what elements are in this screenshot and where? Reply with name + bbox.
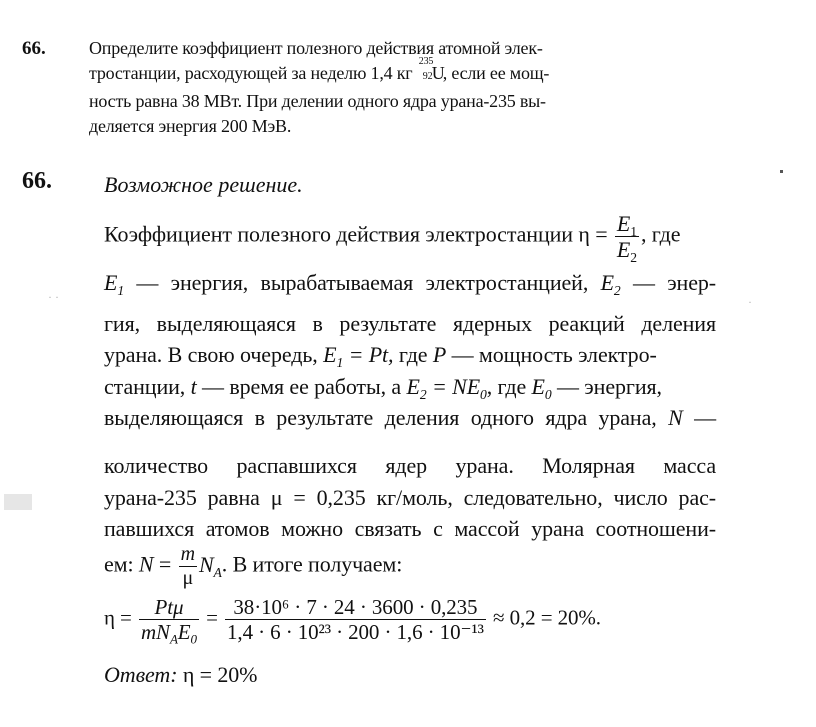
numeric-numerator: 38·10⁶ · 7 · 24 · 3600 · 0,235 xyxy=(225,596,486,620)
numeric-denominator: 1,4 · 6 · 10²³ · 200 · 1,6 · 10⁻¹³ xyxy=(227,620,484,645)
var-N-b: N xyxy=(138,551,154,577)
task-line-2-tail: , если ее мощ- xyxy=(442,63,550,83)
var-E1: $E_1$ xyxy=(104,270,125,298)
scan-dots-left: · · xyxy=(48,290,59,304)
l4-text: урана. В свою очередь, xyxy=(104,342,318,367)
task-line-1: Определите коэффициент полезного действия атомной элек- xyxy=(89,38,543,58)
solution-line-6 xyxy=(104,405,716,431)
margin-box xyxy=(4,494,32,510)
mass-numerator: m xyxy=(180,543,195,565)
answer-line xyxy=(104,662,716,688)
l10-tail: . В итоге получаем: xyxy=(221,551,403,577)
l4-formula: = Pt, xyxy=(348,342,394,367)
efficiency-denominator: $E_2$ xyxy=(616,237,637,265)
l5-tail: — энергия, xyxy=(551,374,662,399)
uranium-nuclide xyxy=(417,56,445,83)
l2-tail: — энер- xyxy=(620,270,716,295)
var-NA: $N_A$ xyxy=(198,551,222,580)
task-line-3: ность равна 38 МВт. При делении одного ядра урана-235 вы- xyxy=(89,91,546,111)
var-E1-b: $E_1$ xyxy=(323,342,344,370)
var-t: t xyxy=(190,374,197,399)
l5-mid: — время ее работы, а xyxy=(196,374,402,399)
equals-sign-2: = xyxy=(158,551,172,577)
symbolic-fraction xyxy=(139,595,199,647)
final-formula xyxy=(104,595,716,647)
solution-line-4 xyxy=(104,342,716,368)
eta-symbol-2: η xyxy=(104,605,115,630)
var-E2-b: $E_2$ xyxy=(406,374,427,402)
solution-line-3: гия, выделяющаяся в результате ядерных реакций деления xyxy=(104,311,716,336)
eta-symbol: η xyxy=(578,221,590,247)
task-line-2 xyxy=(89,56,550,84)
solution-line-5 xyxy=(104,374,716,400)
l1-tail: , где xyxy=(640,221,681,247)
var-E2: $E_2$ xyxy=(600,270,621,298)
answer-label: Ответ: xyxy=(104,662,178,687)
l4-tail: — мощность электро- xyxy=(446,342,657,367)
l5-text: станции, xyxy=(104,374,186,399)
numeric-fraction xyxy=(225,596,486,643)
solution-line-7: количество распавшихся ядер урана. Молярная масса xyxy=(104,453,716,478)
solution-line-8: урана-235 равна μ = 0,235 кг/моль, следовательно, число рас- xyxy=(104,485,716,510)
solution-number: 66. xyxy=(22,168,52,194)
l10-text: ем: xyxy=(104,551,134,577)
efficiency-numerator: $E_1$ xyxy=(616,211,637,239)
nuclide-mass: 235 xyxy=(418,56,434,67)
mass-denominator: μ xyxy=(182,567,194,589)
result-value: ≈ 0,2 = 20%. xyxy=(493,605,601,630)
equals-sign-3: = xyxy=(120,605,132,630)
l1-text: Коэффициент полезного действия электростанции xyxy=(104,221,573,247)
equals-sign-4: = xyxy=(206,605,218,630)
l5-gde: , где xyxy=(486,374,527,399)
symbolic-numerator: Ptμ xyxy=(139,596,199,620)
solution-line-10 xyxy=(104,544,716,589)
solution-line-2 xyxy=(104,270,716,296)
l6-dash: — xyxy=(694,405,716,430)
scan-speck xyxy=(780,170,783,173)
l5-formula: = $NE_0$ xyxy=(431,374,487,402)
l2-text: — энергия, вырабатываемая электростанцией, xyxy=(124,270,601,295)
answer-value: η = 20% xyxy=(182,662,258,687)
task-line-4: деляется энергия 200 МэВ. xyxy=(89,116,292,136)
var-E0: $E_0$ xyxy=(531,374,552,402)
task-number: 66. xyxy=(22,38,46,59)
symbolic-denominator: $mN_AE_0$ xyxy=(140,620,197,647)
solution-line-9: павшихся атомов можно связать с массой урана соотношени- xyxy=(104,516,716,541)
mass-fraction xyxy=(179,544,197,589)
l4-mid: где xyxy=(398,342,428,367)
solution-heading: Возможное решение. xyxy=(104,172,303,197)
equals-sign: = xyxy=(595,221,608,247)
task-line-2-text: тростанции, расходующей за неделю 1,4 кг xyxy=(89,63,413,83)
nuclide-charge: 92 xyxy=(422,71,433,82)
scan-dots-right: · xyxy=(748,295,752,309)
var-N: N xyxy=(668,405,683,430)
nuclide-symbol: U xyxy=(431,63,445,83)
l6-text: выделяющаяся в результате деления одного ядра урана, xyxy=(104,405,657,430)
var-P: P xyxy=(432,342,447,367)
efficiency-fraction xyxy=(615,211,639,265)
solution-line-1 xyxy=(104,211,716,265)
